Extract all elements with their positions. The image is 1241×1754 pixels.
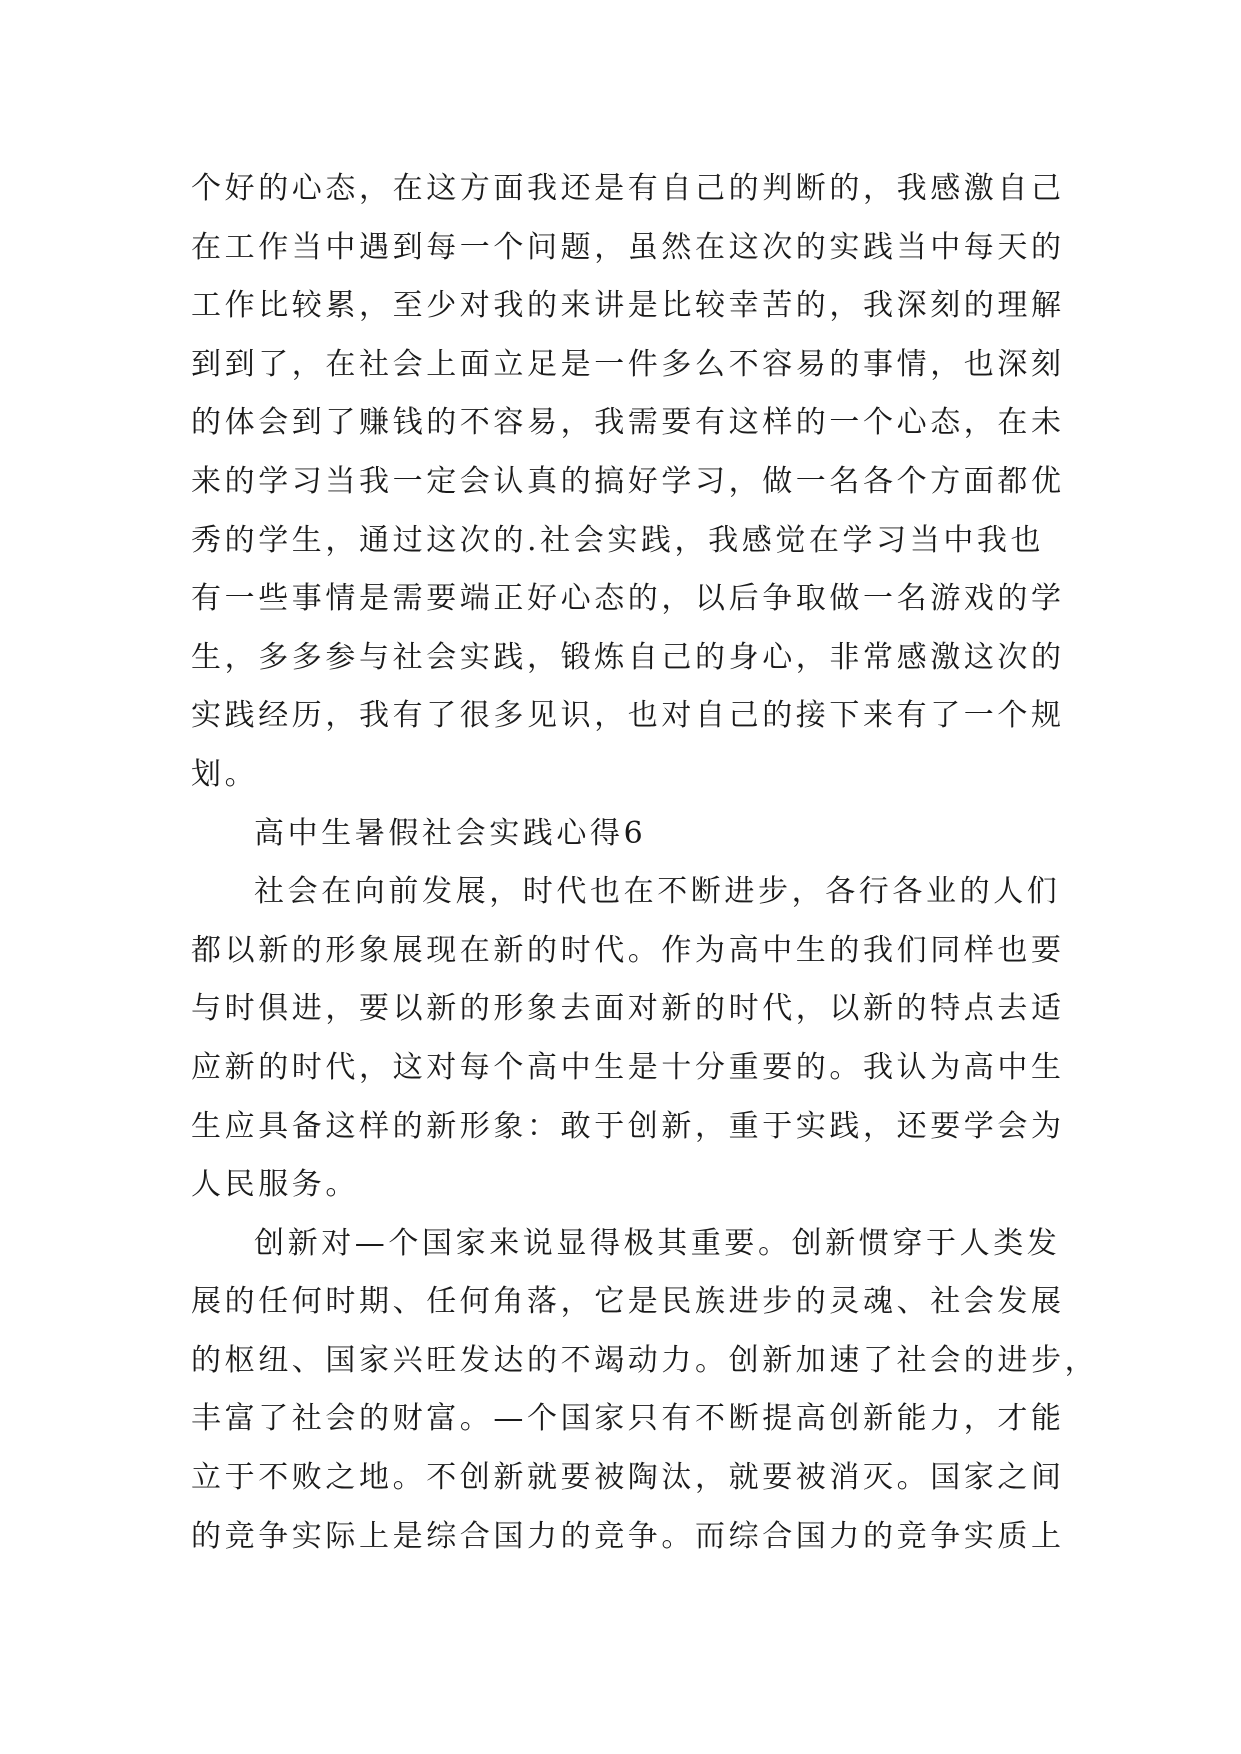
section-heading	[191, 805, 1049, 864]
text-line: 到到了，在社会上面立足是一件多么不容易的事情，也深刻	[191, 346, 1065, 382]
text-line: 划。	[191, 756, 259, 792]
document-body	[191, 160, 1099, 1566]
paragraph-intro	[191, 863, 1065, 1215]
text-line: 工作比较累，至少对我的来讲是比较幸苦的，我深刻的理解	[191, 288, 1065, 324]
text-line: 展的任何时期、任何角落，它是民族进步的灵魂、社会发展	[191, 1284, 1065, 1320]
text-line: 秀的学生，通过这次的.社会实践，我感觉在学习当中我也	[191, 522, 1045, 558]
text-line: 有一些事情是需要端正好心态的，以后争取做一名游戏的学	[191, 581, 1065, 617]
text-line: 实践经历，我有了很多见识，也对自己的接下来有了一个规	[191, 698, 1065, 734]
text-line: 个好的心态，在这方面我还是有自己的判断的，我感激自己	[191, 171, 1065, 206]
text-line: 生应具备这样的新形象：敢于创新，重于实践，还要学会为	[191, 1108, 1065, 1144]
text-line: 立于不败之地。不创新就要被陶汰，就要被消灭。国家之间	[191, 1460, 1065, 1496]
text-line: 创新对—个国家来说显得极其重要。创新惯穿于人类发	[254, 1225, 1061, 1261]
text-line: 来的学习当我一定会认真的搞好学习，做一名各个方面都优	[191, 463, 1065, 499]
text-line: 丰富了社会的财富。—个国家只有不断提高创新能力，才能	[191, 1401, 1065, 1437]
text-line: 与时俱进，要以新的形象去面对新的时代，以新的特点去适	[191, 991, 1065, 1027]
text-line: 在工作当中遇到每一个问题，虽然在这次的实践当中每天的	[191, 229, 1065, 265]
text-line: 的竞争实际上是综合国力的竞争。而综合国力的竞争实质上	[191, 1518, 1065, 1554]
text-line: 都以新的形象展现在新的时代。作为高中生的我们同样也要	[191, 932, 1065, 968]
paragraph-innovation	[191, 1215, 1099, 1567]
text-line: 的枢纽、国家兴旺发达的不竭动力。创新加速了社会的进步，	[191, 1342, 1099, 1378]
heading-line: 高中生暑假社会实践心得6	[254, 815, 647, 851]
text-line: 社会在向前发展，时代也在不断进步，各行各业的人们	[254, 874, 1061, 910]
text-line: 生，多多参与社会实践，锻炼自己的身心，非常感激这次的	[191, 639, 1065, 675]
text-line: 应新的时代，这对每个高中生是十分重要的。我认为高中生	[191, 1049, 1065, 1085]
text-line: 的体会到了赚钱的不容易，我需要有这样的一个心态，在未	[191, 405, 1065, 441]
paragraph-continuation	[191, 160, 1065, 805]
text-line: 人民服务。	[191, 1167, 359, 1203]
